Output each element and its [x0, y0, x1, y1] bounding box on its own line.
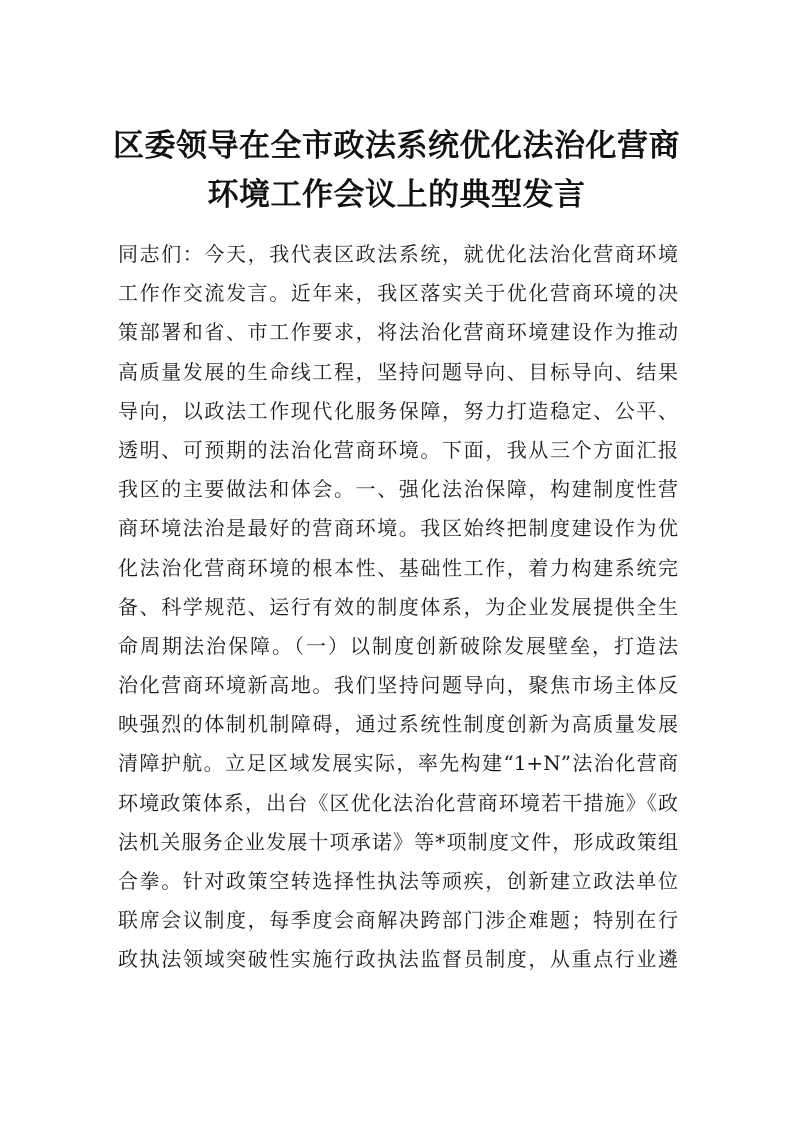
body-line: 法机关服务企业发展十项承诺》等*项制度文件，形成政策组: [118, 829, 678, 854]
body-line: 联席会议制度，每季度会商解决跨部门涉企难题；特别在行: [118, 908, 678, 933]
body-line: 同志们：今天，我代表区政法系统，就优化法治化营商环境: [118, 242, 678, 266]
body-line: 命周期法治保障。（一）以制度创新破除发展壁垒，打造法: [118, 633, 678, 658]
body-line: 治化营商环境新高地。我们坚持问题导向，聚焦市场主体反: [118, 673, 678, 698]
body-line: 清障护航。立足区域发展实际，率先构建“1+N”法治化营商: [118, 751, 678, 776]
document-body: [118, 235, 678, 980]
body-line: 化法治化营商环境的根本性、基础性工作，着力构建系统完: [118, 555, 678, 580]
body-line: 导向，以政法工作现代化服务保障，努力打造稳定、公平、: [118, 398, 678, 423]
body-line: 政执法领域突破性实施行政执法监督员制度，从重点行业遴: [118, 947, 678, 972]
document-title-line-2: 环境工作会议上的典型发言: [207, 177, 586, 213]
body-line: 高质量发展的生命线工程，坚持问题导向、目标导向、结果: [118, 359, 678, 384]
body-line: 合拳。针对政策空转选择性执法等顽疾，创新建立政法单位: [118, 869, 678, 893]
body-line: 备、科学规范、运行有效的制度体系，为企业发展提供全生: [118, 594, 678, 619]
body-line: 映强烈的体制机制障碍，通过系统性制度创新为高质量发展: [118, 712, 678, 737]
body-line: 商环境法治是最好的营商环境。我区始终把制度建设作为优: [118, 516, 678, 541]
document-title-line-1: 区委领导在全市政法系统优化法治化营商: [113, 128, 680, 164]
body-line: 策部署和省、市工作要求，将法治化营商环境建设作为推动: [118, 320, 678, 345]
body-line: 环境政策体系，出台《区优化法治化营商环境若干措施》《政: [118, 790, 678, 815]
body-line: 我区的主要做法和体会。一、强化法治保障，构建制度性营: [118, 477, 678, 502]
body-line: 工作作交流发言。近年来，我区落实关于优化营商环境的决: [118, 281, 678, 306]
body-line: 透明、可预期的法治化营商环境。下面，我从三个方面汇报: [118, 437, 678, 462]
